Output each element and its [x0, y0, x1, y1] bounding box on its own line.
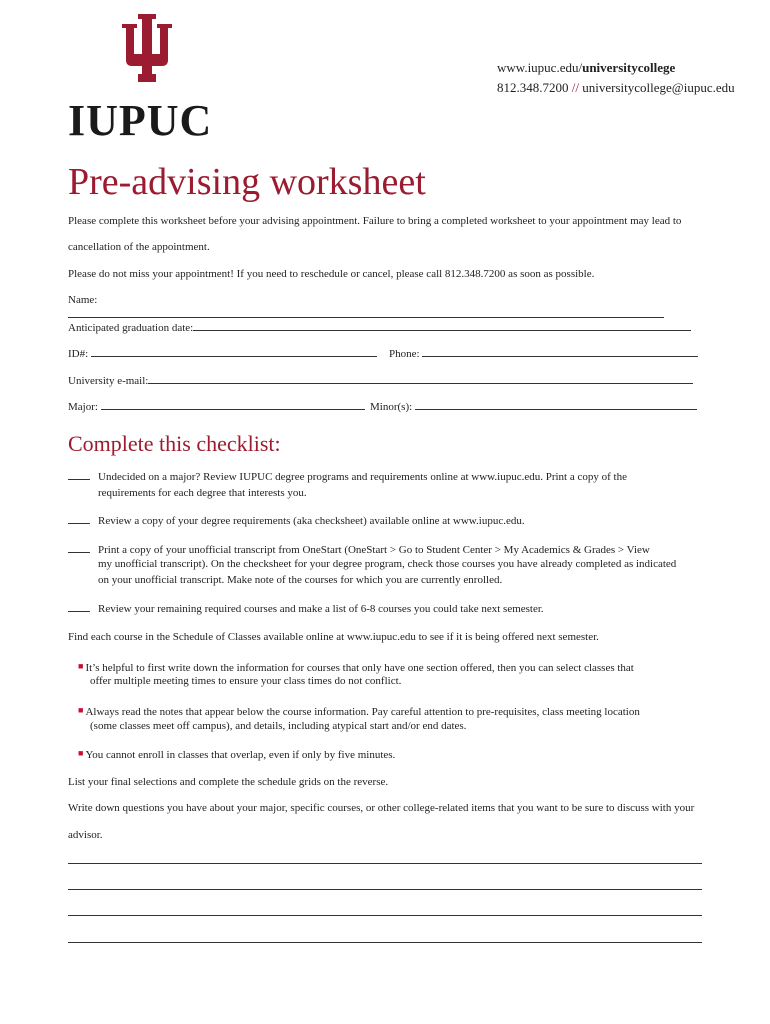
- tip-text: It’s helpful to first write down the information for courses that only have one section offered, then you can select classes that: [85, 662, 634, 674]
- email-label: University e-mail:: [68, 375, 149, 387]
- major-row: [68, 399, 368, 414]
- contact-info: [497, 58, 735, 98]
- questions-line-1: Write down questions you have about your major, specific courses, or other college-related items that you want to be sure to discuss with your: [68, 802, 695, 814]
- grad-date-row: [68, 320, 692, 335]
- iu-trident-logo-icon: [118, 14, 176, 82]
- website-line: [497, 58, 735, 78]
- grad-date-label: Anticipated graduation date:: [68, 322, 194, 334]
- checkbox-blank[interactable]: [68, 601, 90, 612]
- checkbox-blank[interactable]: [68, 542, 90, 553]
- checklist-heading: Complete this checklist:: [68, 431, 281, 456]
- minor-field[interactable]: [415, 399, 697, 410]
- phone-number: 812.348.7200: [497, 80, 569, 95]
- intro-line-1: Please complete this worksheet before your advising appointment. Failure to bring a completed worksheet to your appointment may lead to: [68, 215, 682, 227]
- final-selections-text: List your final selections and complete the schedule grids on the reverse.: [68, 776, 389, 788]
- checklist-item-text: Review your remaining required courses and make a list of 6-8 courses you could take next semester.: [98, 603, 544, 615]
- phone-email-line: [497, 78, 735, 98]
- checklist-item-text: Print a copy of your unofficial transcript from OneStart (OneStart > Go to Student Center > My Academics & Grades > View: [98, 544, 650, 556]
- website-url[interactable]: www.iupuc.edu/: [497, 60, 583, 75]
- minor-row: [370, 399, 700, 414]
- checklist-item-cont: requirements for each degree that interests you.: [98, 487, 307, 499]
- checklist-item: [68, 469, 627, 484]
- major-label: Major:: [68, 401, 98, 413]
- logo-wordmark: IUPUC: [68, 96, 213, 145]
- checklist-item-text: Review a copy of your degree requirements (aka checksheet) available online at www.iupuc.edu.: [98, 515, 525, 527]
- checklist-item-text: Undecided on a major? Review IUPUC degree programs and requirements online at www.iupuc.edu. Print a copy of the: [98, 471, 627, 483]
- checklist-item-cont: on your unofficial transcript. Make note of the courses for which you are currently enrolled.: [98, 574, 503, 586]
- bullet-icon: ■: [78, 748, 84, 758]
- id-field[interactable]: [91, 346, 377, 357]
- tip-text: Always read the notes that appear below the course information. Pay careful attention to pre-requisites, class meeting location: [85, 706, 640, 718]
- name-field-row: [68, 293, 692, 322]
- email-field[interactable]: [148, 373, 693, 384]
- email-address[interactable]: universitycollege@iupuc.edu: [582, 80, 735, 95]
- checklist-item: [68, 601, 544, 616]
- writing-line[interactable]: [68, 889, 702, 890]
- id-row: [68, 346, 384, 361]
- checkbox-blank[interactable]: [68, 469, 90, 480]
- page-title: Pre-advising worksheet: [68, 161, 426, 203]
- questions-line-2: advisor.: [68, 829, 103, 841]
- name-label: Name:: [68, 294, 98, 306]
- id-label: ID#:: [68, 348, 89, 360]
- intro-line-2: cancellation of the appointment.: [68, 241, 210, 253]
- tip-item-cont: offer multiple meeting times to ensure your class times do not conflict.: [90, 675, 402, 687]
- name-field[interactable]: [68, 307, 664, 318]
- phone-label: Phone:: [389, 348, 420, 360]
- checklist-item: [68, 513, 525, 528]
- grad-date-field[interactable]: [193, 320, 691, 331]
- tip-item-cont: (some classes meet off campus), and details, including atypical start and/or end dates.: [90, 720, 467, 732]
- find-courses-text: Find each course in the Schedule of Classes available online at www.iupuc.edu to see if it is being offered next semester.: [68, 631, 599, 643]
- separator: //: [568, 80, 583, 95]
- phone-field[interactable]: [422, 346, 698, 357]
- writing-line[interactable]: [68, 863, 702, 864]
- writing-line[interactable]: [68, 915, 702, 916]
- bullet-icon: ■: [78, 661, 84, 671]
- intro-line-3: Please do not miss your appointment! If you need to reschedule or cancel, please call 812.348.7200 as soon as possible.: [68, 268, 595, 280]
- tip-text: You cannot enroll in classes that overlap, even if only by five minutes.: [85, 749, 396, 761]
- bullet-icon: ■: [78, 705, 84, 715]
- phone-row: [389, 346, 703, 361]
- website-url-bold[interactable]: universitycollege: [582, 60, 676, 75]
- checkbox-blank[interactable]: [68, 513, 90, 524]
- minor-label: Minor(s):: [370, 401, 413, 413]
- checklist-item-cont: my unofficial transcript). On the checksheet for your degree program, check those courses you have already completed as indicated: [98, 558, 677, 570]
- tip-item: [78, 703, 640, 719]
- checklist-item: [68, 542, 650, 557]
- writing-line[interactable]: [68, 942, 702, 943]
- tip-item: [78, 746, 395, 762]
- email-row: [68, 373, 698, 388]
- major-field[interactable]: [101, 399, 365, 410]
- tip-item: [78, 659, 634, 675]
